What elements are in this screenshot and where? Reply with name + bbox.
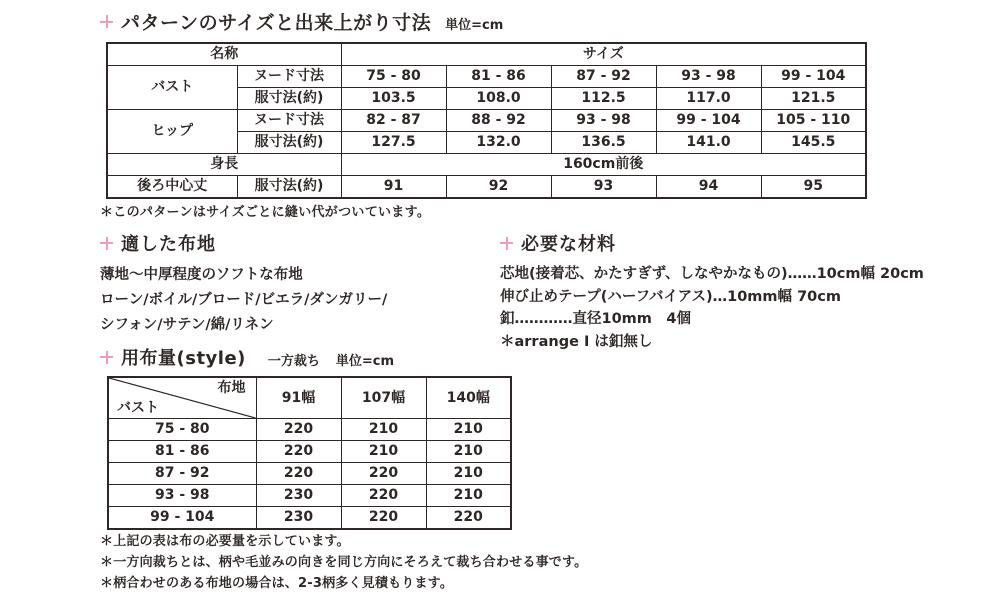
unit-label: 単位=cm (335, 353, 395, 369)
value-cell: 112.5 (551, 88, 656, 110)
value-cell: 91 (341, 176, 446, 199)
column-header-cell: 107幅 (341, 377, 426, 419)
value-cell: 210 (426, 463, 511, 485)
value-cell: 220 (256, 463, 341, 485)
value-cell: 87 - 92 (551, 66, 656, 88)
value-cell: 220 (341, 485, 426, 507)
height-label-cell: 身長 (107, 154, 341, 176)
table-row (107, 43, 866, 66)
section-title: 必要な材料 (521, 234, 616, 255)
value-cell: 105 - 110 (761, 110, 866, 132)
value-cell: 136.5 (551, 132, 656, 154)
value-cell: 93 - 98 (551, 110, 656, 132)
bust-range-cell: 93 - 98 (108, 485, 256, 507)
value-cell: 99 - 104 (656, 110, 761, 132)
bust-range-cell: 81 - 86 (108, 441, 256, 463)
table-row (107, 154, 866, 176)
materials-section (500, 230, 924, 353)
text-line: 薄地～中厚程度のソフトな布地 (100, 267, 303, 283)
table-row (108, 441, 511, 463)
value-cell: 81 - 86 (446, 66, 551, 88)
size-header-cell: サイズ (341, 43, 866, 66)
table-row (107, 176, 866, 199)
value-cell: 94 (656, 176, 761, 199)
value-cell: 220 (426, 507, 511, 530)
name-header-cell: 名称 (107, 43, 341, 66)
value-cell: 99 - 104 (761, 66, 866, 88)
value-cell: 210 (426, 441, 511, 463)
text-line: ローン/ボイル/ブロード/ビエラ/ダンガリー/ (100, 292, 388, 308)
value-cell: 141.0 (656, 132, 761, 154)
value-cell: 117.0 (656, 88, 761, 110)
plus-icon (100, 237, 113, 250)
one-way-cut-label: 一方裁ち (267, 353, 320, 369)
text-line: 釦…………直径10mm 4個 (500, 311, 691, 327)
value-cell: 220 (256, 419, 341, 441)
table-row (107, 110, 866, 132)
value-cell: 145.5 (761, 132, 866, 154)
page-title: パターンのサイズと出来上がり寸法 (121, 12, 432, 34)
diagonal-corner-cell (108, 377, 256, 419)
value-cell: 132.0 (446, 132, 551, 154)
value-cell: 220 (341, 507, 426, 530)
measure-label-cell: 服寸法(約) (237, 88, 341, 110)
value-cell: 93 - 98 (656, 66, 761, 88)
footnote-line: ＊柄合わせのある布地の場合は、2-3柄多く見積もります。 (100, 576, 454, 591)
hip-label-cell: ヒップ (107, 110, 237, 154)
bust-label-cell: バスト (107, 66, 237, 110)
bust-range-cell: 99 - 104 (108, 507, 256, 530)
measure-label-cell: 服寸法(約) (237, 132, 341, 154)
text-line: シフォン/サテン/綿/リネン (100, 317, 274, 333)
bust-range-cell: 75 - 80 (108, 419, 256, 441)
materials-heading (500, 230, 924, 256)
value-cell: 220 (256, 441, 341, 463)
footnote-line: ＊上記の表は布の必要量を示しています。 (100, 534, 350, 549)
table-row (108, 507, 511, 530)
plus-icon (500, 237, 513, 250)
column-header-cell: 91幅 (256, 377, 341, 419)
measure-label-cell: ヌード寸法 (237, 110, 341, 132)
fabric-yardage-table (107, 376, 512, 530)
unit-label: 単位=cm (445, 18, 504, 33)
value-cell: 210 (426, 485, 511, 507)
value-cell: 82 - 87 (341, 110, 446, 132)
text-line: ＊arrange I は釦無し (500, 333, 653, 350)
yardage-section-header (100, 344, 394, 370)
bust-range-cell: 87 - 92 (108, 463, 256, 485)
suited-fabric-lines (100, 263, 387, 338)
measure-label-cell: ヌード寸法 (237, 66, 341, 88)
value-cell: 230 (256, 485, 341, 507)
measure-label-cell: 服寸法(約) (237, 176, 341, 199)
value-cell: 108.0 (446, 88, 551, 110)
value-cell: 103.5 (341, 88, 446, 110)
footnotes (100, 531, 587, 594)
value-cell: 93 (551, 176, 656, 199)
value-cell: 75 - 80 (341, 66, 446, 88)
column-header-cell: 140幅 (426, 377, 511, 419)
value-cell: 210 (426, 419, 511, 441)
value-cell: 88 - 92 (446, 110, 551, 132)
value-cell: 95 (761, 176, 866, 199)
seam-allowance-note: ＊このパターンはサイズごとに縫い代がついています。 (100, 205, 431, 220)
value-cell: 127.5 (341, 132, 446, 154)
size-section-header (100, 8, 503, 35)
value-cell: 210 (341, 419, 426, 441)
value-cell: 121.5 (761, 88, 866, 110)
text-line: 伸び止めテープ(ハーフバイアス)…10mm幅 70cm (500, 288, 841, 305)
corner-label-fabric: 布地 (217, 380, 246, 396)
materials-lines (500, 263, 924, 353)
table-row (107, 66, 866, 88)
footnote-line: ＊一方向裁ちとは、柄や毛並みの向きを同じ方向にそろえて裁ち合わせる事です。 (100, 555, 588, 570)
value-cell: 92 (446, 176, 551, 199)
value-cell: 210 (341, 441, 426, 463)
table-row (108, 485, 511, 507)
height-value-cell: 160cm前後 (341, 154, 866, 176)
plus-icon (100, 15, 113, 28)
section-title: 用布量(style) (121, 348, 246, 369)
value-cell: 220 (341, 463, 426, 485)
back-length-label-cell: 後ろ中心丈 (107, 176, 237, 199)
section-title: 適した布地 (121, 234, 216, 255)
size-table (106, 42, 867, 199)
table-row (108, 463, 511, 485)
plus-icon (100, 351, 113, 364)
text-line: 芯地(接着芯、かたすぎず、しなやかなもの)……10cm幅 20cm (500, 266, 924, 282)
table-row (108, 377, 511, 419)
suited-fabric-section (100, 230, 387, 338)
suited-fabric-heading (100, 230, 387, 256)
corner-label-bust: バスト (117, 400, 159, 416)
table-row (108, 419, 511, 441)
value-cell: 230 (256, 507, 341, 530)
